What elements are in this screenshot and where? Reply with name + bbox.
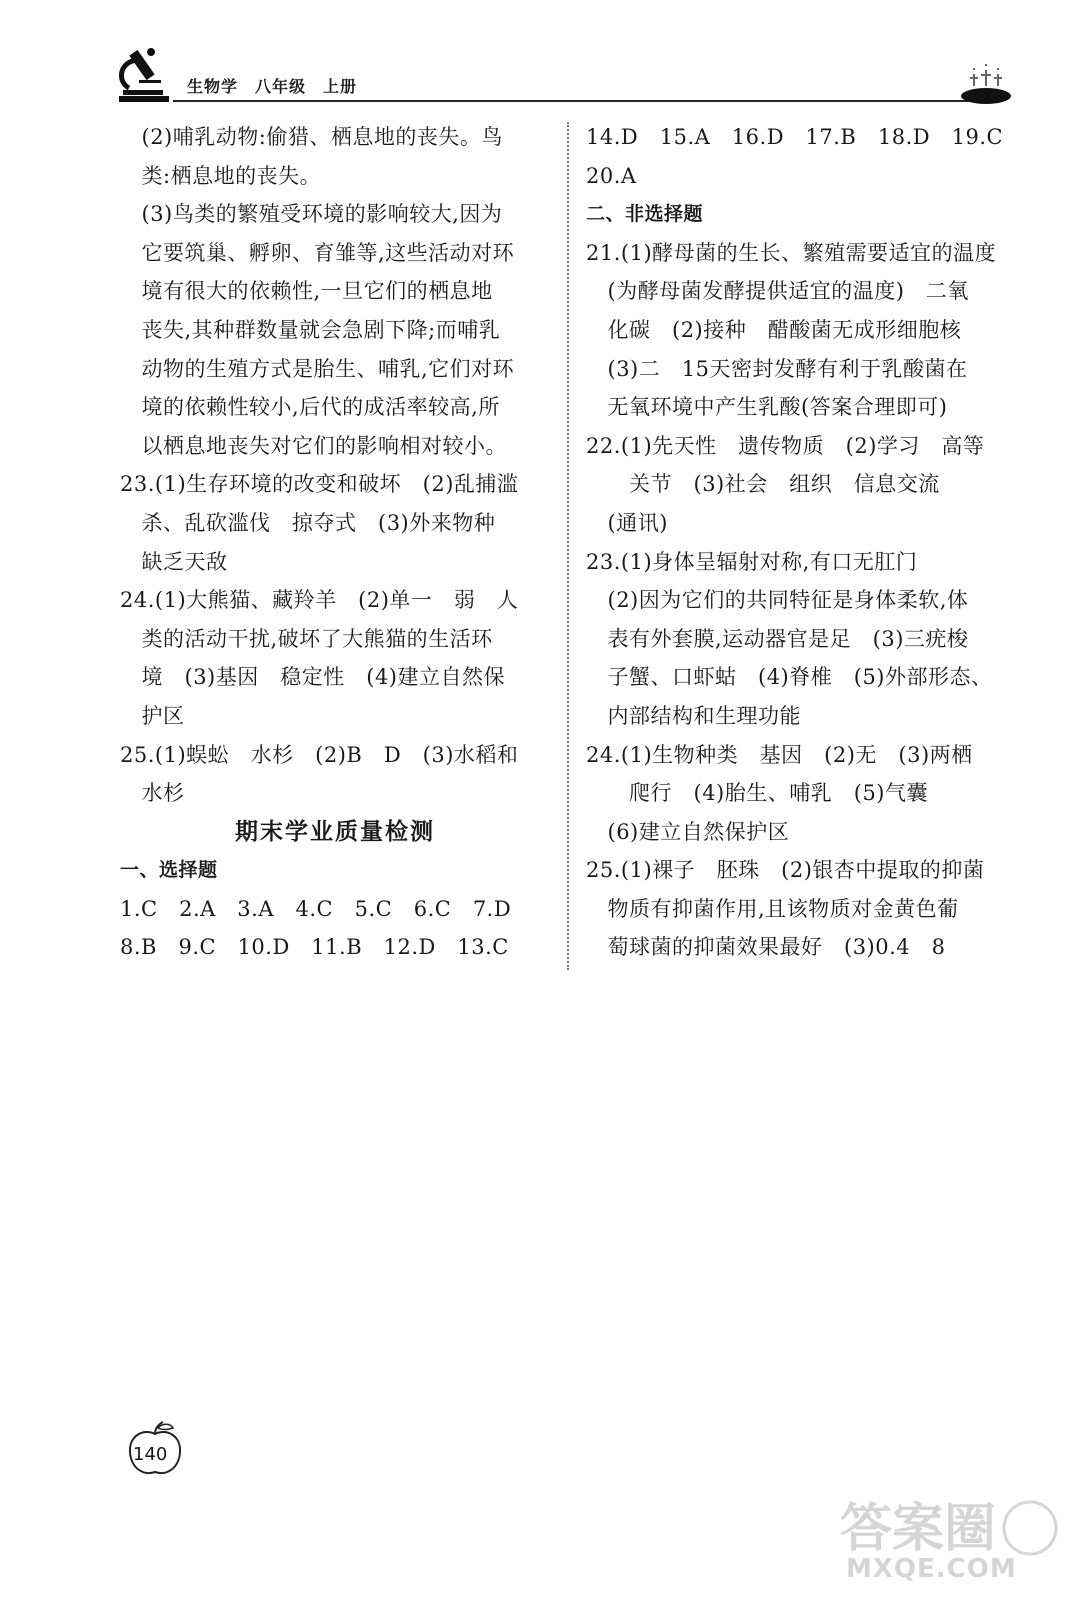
header-rule <box>173 100 973 102</box>
right-column <box>586 118 1016 967</box>
answer-line: (3)二 15天密封发酵有利于乳酸菌在 <box>586 356 968 381</box>
answer-line: 24.(1)大熊猫、藏羚羊 (2)单一 弱 人 <box>120 588 519 613</box>
page-number-badge <box>125 1420 185 1480</box>
left-column <box>120 118 550 967</box>
microscope-icon <box>115 44 175 106</box>
answer-line: 境有很大的依赖性,一旦它们的栖息地 <box>120 279 493 304</box>
answer-line: 境的依赖性较小,后代的成活率较高,所 <box>120 395 500 420</box>
answer-line: 25.(1)蜈蚣 水杉 (2)B D (3)水稻和 <box>120 742 519 767</box>
answer-line: 1.C 2.A 3.A 4.C 5.C 6.C 7.D <box>120 896 512 921</box>
watermark <box>840 1498 1065 1588</box>
answer-line: (6)建立自然保护区 <box>586 819 790 844</box>
answer-line: 萄球菌的抑菌效果最好 (3)0.4 8 <box>586 935 946 960</box>
answer-line: 丧失,其种群数量就会急剧下降;而哺乳 <box>120 317 501 342</box>
answer-line: 杀、乱砍滥伐 掠夺式 (3)外来物种 <box>120 510 496 535</box>
answer-line: 23.(1)身体呈辐射对称,有口无肛门 <box>586 549 918 574</box>
answer-line: 爬行 (4)胎生、哺乳 (5)气囊 <box>586 781 928 806</box>
answer-line: 物质有抑菌作用,且该物质对金黄色葡 <box>586 896 959 921</box>
answer-line: 化碳 (2)接种 醋酸菌无成形细胞核 <box>586 317 962 342</box>
answer-line: (为酵母菌发酵提供适宜的温度) 二氧 <box>586 279 969 304</box>
answer-line: 25.(1)裸子 胚珠 (2)银杏中提取的抑菌 <box>586 858 985 883</box>
answer-line: (2)因为它们的共同特征是身体柔软,体 <box>586 588 969 613</box>
page-number: 140 <box>133 1444 168 1465</box>
answer-line: 它要筑巢、孵卵、育雏等,这些活动对环 <box>120 240 515 265</box>
figures-globe-icon <box>960 56 1012 104</box>
section-heading: 二、非选择题 <box>586 203 704 226</box>
answer-line: (通讯) <box>586 510 668 535</box>
answer-line: 类:栖息地的丧失。 <box>120 163 322 188</box>
section-heading: 一、选择题 <box>120 859 218 882</box>
page-header <box>115 44 1010 106</box>
answer-line: 内部结构和生理功能 <box>586 703 801 728</box>
answer-line: (2)哺乳动物:偷猎、栖息地的丧失。鸟 <box>120 125 503 149</box>
answer-line: 14.D 15.A 16.D 17.B 18.D 19.C <box>586 125 1004 149</box>
answer-line: 关节 (3)社会 组织 信息交流 <box>586 472 940 497</box>
watermark-url: MXQE.COM <box>846 1554 1017 1584</box>
answer-line: 表有外套膜,运动器官是足 (3)三疣梭 <box>586 626 969 651</box>
header-title: 生物学 八年级 上册 <box>187 77 358 96</box>
answer-line: 护区 <box>120 703 185 728</box>
answer-line: 22.(1)先天性 遗传物质 (2)学习 高等 <box>586 433 985 458</box>
answer-line: 类的活动干扰,破坏了大熊猫的生活环 <box>120 626 493 651</box>
answer-line: 24.(1)生物种类 基因 (2)无 (3)两栖 <box>586 742 973 767</box>
watermark-logo-text: 答案圈 <box>840 1499 997 1558</box>
answer-line: 缺乏天敌 <box>120 549 228 574</box>
answer-line: 无氧环境中产生乳酸(答案合理即可) <box>586 395 948 420</box>
answer-line: 水杉 <box>120 781 185 806</box>
answer-line: (3)鸟类的繁殖受环境的影响较大,因为 <box>120 202 503 227</box>
answer-line: 8.B 9.C 10.D 11.B 12.D 13.C <box>120 935 509 960</box>
section-title: 期末学业质量检测 <box>235 818 435 845</box>
answer-line: 21.(1)酵母菌的生长、繁殖需要适宜的温度 <box>586 240 997 265</box>
answer-line: 子蟹、口虾蛄 (4)脊椎 (5)外部形态、 <box>586 665 993 690</box>
answer-line: 境 (3)基因 稳定性 (4)建立自然保 <box>120 665 505 690</box>
answer-line: 动物的生殖方式是胎生、哺乳,它们对环 <box>120 356 515 381</box>
answer-line: 23.(1)生存环境的改变和破坏 (2)乱捕滥 <box>120 472 519 497</box>
answer-line: 以栖息地丧失对它们的影响相对较小。 <box>120 433 507 458</box>
answer-circle-logo <box>840 1498 1065 1558</box>
column-divider <box>567 122 569 970</box>
answer-line: 20.A <box>586 163 637 188</box>
